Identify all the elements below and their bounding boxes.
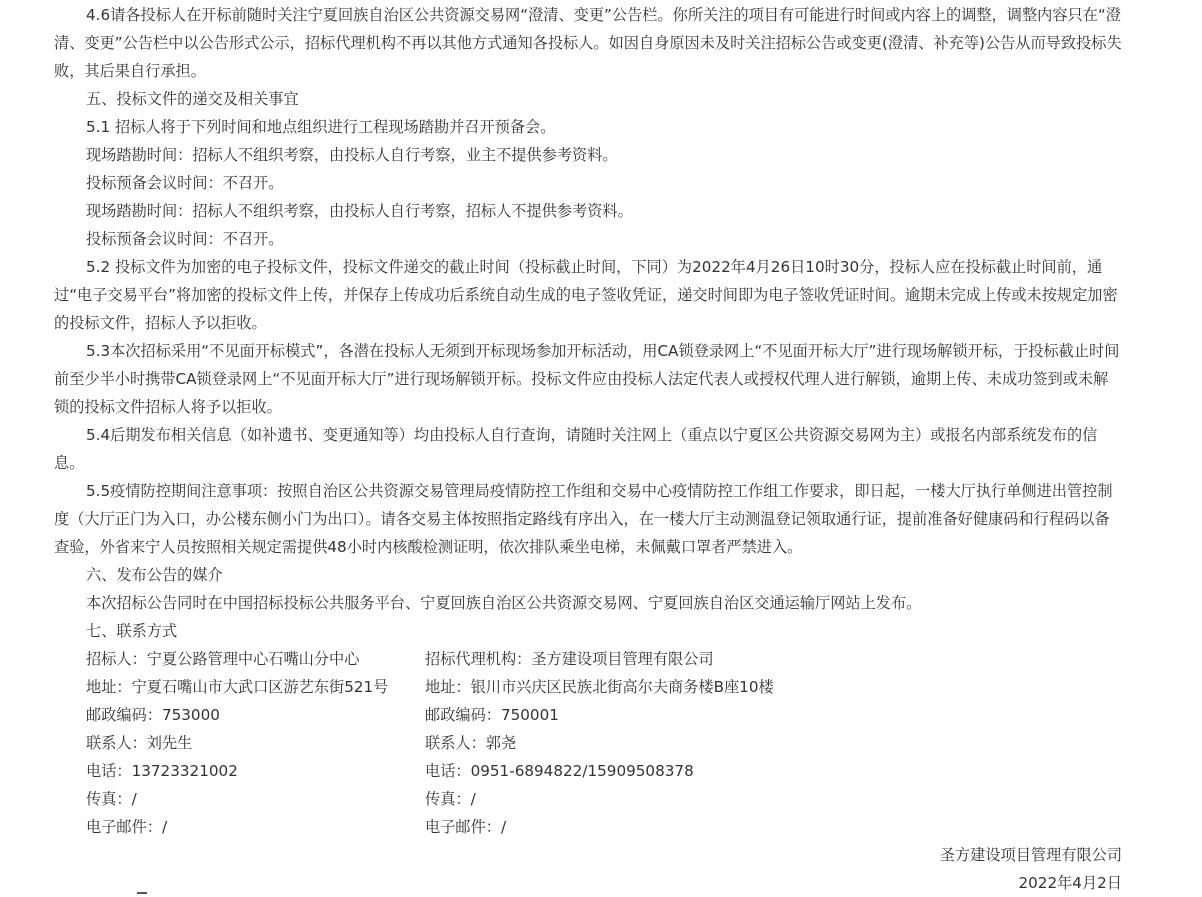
clause-5-4: 5.4后期发布相关信息（如补遗书、变更通知等）均由投标人自行查询，请随时关注网上（重点以宁夏区公共资源交易网为主）或报名内部系统发布的信息。 [54,426,1098,472]
site-visit-time-1: 现场踏勘时间：招标人不组织考察，由投标人自行考察，业主不提供参考资料。 [86,146,618,164]
agency-email: 电子邮件：/ [425,818,507,836]
agency-address: 地址：银川市兴庆区民族北街高尔夫商务楼B座10楼 [425,678,774,696]
section-6-heading: 六、发布公告的媒介 [86,566,223,584]
contact-row-postcode [86,701,1122,729]
media-statement: 本次招标公告同时在中国招标投标公共服务平台、宁夏回族自治区公共资源交易网、宁夏回族自治区交通运输厅网站上发布。 [86,594,922,612]
agency-fax: 传真：/ [425,790,476,808]
contact-row-address [86,673,1122,701]
agency-name: 招标代理机构：圣方建设项目管理有限公司 [425,650,714,668]
clause-5-5: 5.5疫情防控期间注意事项：按照自治区公共资源交易管理局疫情防控工作组和交易中心疫情防控工作组工作要求，即日起，一楼大厅执行单侧进出管控制度（大厅正门为入口，办公楼东侧小门为出口）。请各交易主体按照指定路线有序出入，在一楼大厅主动测温登记领取通行证，提前准备好健康码和行程码以备查验，外省来宁人员按照相关规定需提供48小时内核酸检测证明，依次排队乘坐电梯，未佩戴口罩者严禁进入。 [54,482,1113,556]
tenderer-phone: 电话：13723321002 [86,762,238,780]
signature-block [940,841,1122,897]
tenderer-email: 电子邮件：/ [86,818,168,836]
tenderer-name: 招标人：宁夏公路管理中心石嘴山分中心 [86,650,360,668]
clause-5-2: 5.2 投标文件为加密的电子投标文件，投标文件递交的截止时间（投标截止时间，下同）为2022年4月26日10时30分，投标人应在投标截止时间前，通过“电子交易平台”将加密的投标文件上传，并保存上传成功后系统自动生成的电子签收凭证，递交时间即为电子签收凭证时间。逾期未完成上传或未按规定加密的投标文件，招标人予以拒收。 [54,258,1118,332]
clause-5-3: 5.3本次招标采用“不见面开标模式”，各潜在投标人无须到开标现场参加开标活动，用CA锁登录网上“不见面开标大厅”进行现场解锁开标，于投标截止时间前至少半小时携带CA锁登录网上“不见面开标大厅”进行现场解锁开标。投标文件应由投标人法定代表人或授权代理人进行解锁，逾期上传、未成功签到或未解锁的投标文件招标人将予以拒收。 [54,342,1120,416]
contact-table [86,645,1122,841]
agency-phone: 电话：0951-6894822/15909508378 [425,762,694,780]
tenderer-postcode: 邮政编码：753000 [86,706,220,724]
clause-5-1: 5.1 招标人将于下列时间和地点组织进行工程现场踏勘并召开预备会。 [86,118,556,136]
contact-row-fax [86,785,1122,813]
tenderer-contact-person: 联系人：刘先生 [86,734,193,752]
agency-contact-person: 联系人：郭尧 [425,734,517,752]
pre-bid-meeting-time-2: 投标预备会议时间：不召开。 [86,230,284,248]
announcement-body [54,1,1122,841]
agency-postcode: 邮政编码：750001 [425,706,559,724]
contact-row-organization [86,645,1122,673]
cropped-text-fragment [137,892,147,894]
signature-date: 2022年4月2日 [1018,874,1122,892]
contact-row-phone [86,757,1122,785]
tenderer-address: 地址：宁夏石嘴山市大武口区游艺东街521号 [86,678,389,696]
pre-bid-meeting-time-1: 投标预备会议时间：不召开。 [86,174,284,192]
site-visit-time-2: 现场踏勘时间：招标人不组织考察，由投标人自行考察，招标人不提供参考资料。 [86,202,633,220]
signature-company: 圣方建设项目管理有限公司 [939,846,1122,864]
section-7-heading: 七、联系方式 [86,622,178,640]
tenderer-fax: 传真：/ [86,790,137,808]
section-5-heading: 五、投标文件的递交及相关事宜 [86,90,299,108]
contact-row-email [86,813,1122,841]
clause-4-6: 4.6请各投标人在开标前随时关注宁夏回族自治区公共资源交易网“澄清、变更”公告栏。你所关注的项目有可能进行时间或内容上的调整，调整内容只在“澄清、变更”公告栏中以公告形式公示，招标代理机构不再以其他方式通知各投标人。如因自身原因未及时关注招标公告或变更(澄清、补充等)公告从而导致投标失败，其后果自行承担。 [54,6,1122,80]
contact-row-person [86,729,1122,757]
